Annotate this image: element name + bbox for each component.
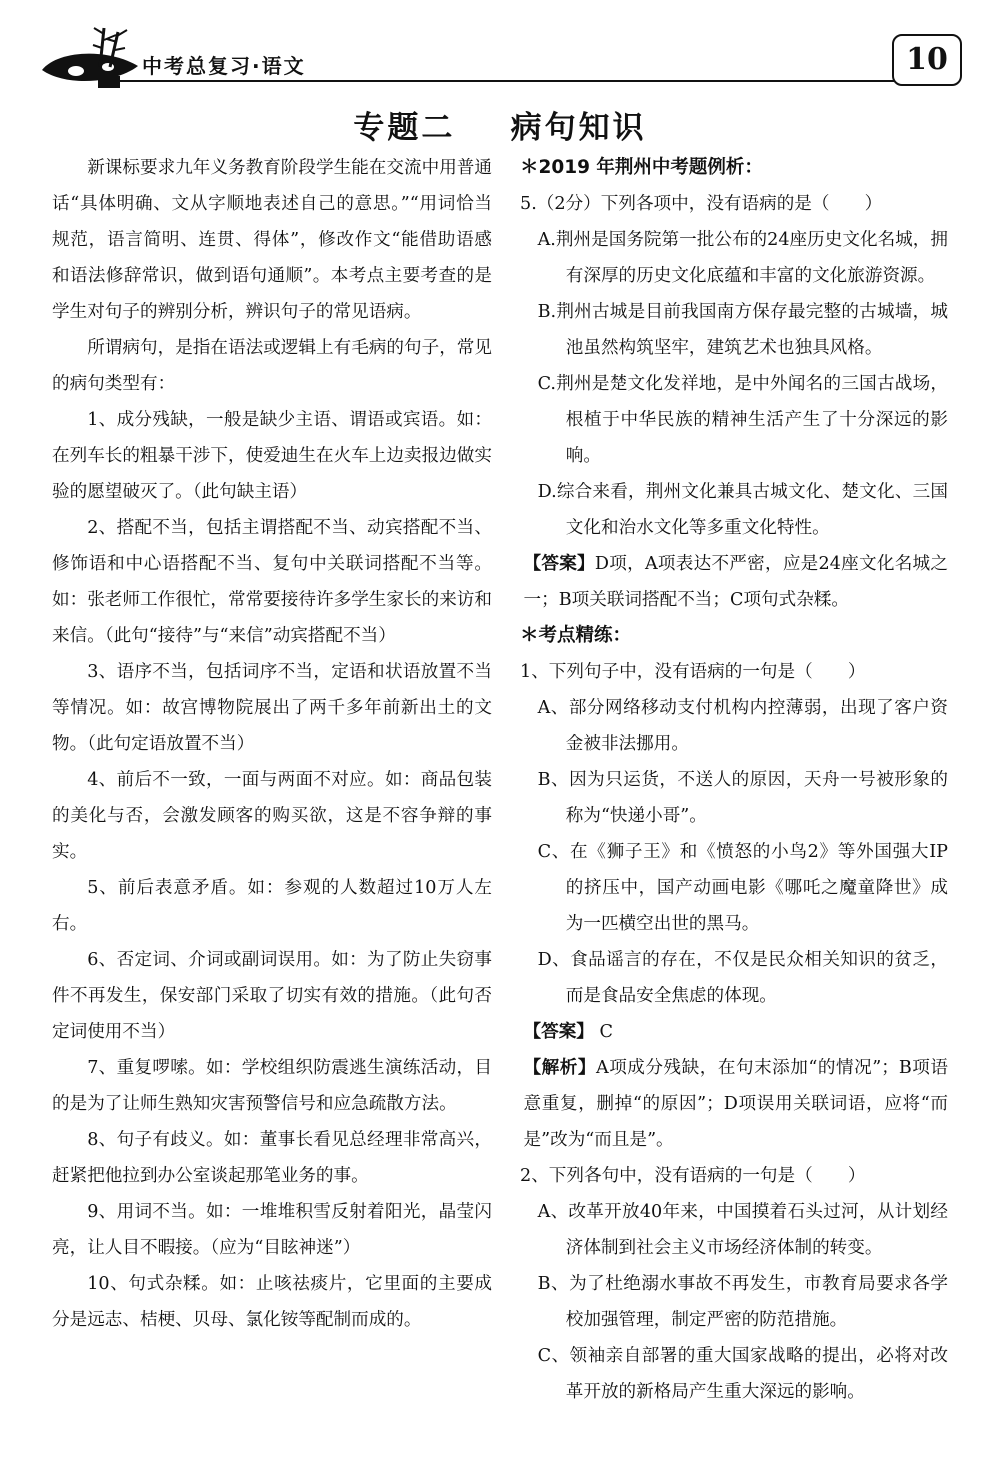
- error-type-item: 6、否定词、介词或副词误用。如：为了防止失窃事件不再发生，保安部门采取了切实有效的措施。（此句否定词使用不当）: [52, 950, 492, 1042]
- question-1-option-d: D、食品谣言的存在，不仅是民众相关知识的贫乏，而是食品安全焦虑的体现。: [537, 950, 948, 1006]
- page-number: 10: [892, 34, 962, 86]
- error-type-item: 4、前后不一致，一面与两面不对应。如：商品包装的美化与否，会激发顾客的购买欲，这是不容争辩的事实。: [52, 770, 492, 862]
- question-5-option-a: A.荆州是国务院第一批公布的24座历史文化名城，拥有深厚的历史文化底蕴和丰富的文化旅游资源。: [537, 230, 948, 286]
- question-1-option-c: C、在《狮子王》和《愤怒的小鸟2》等外国强大IP的挤压中，国产动画电影《哪吒之魔童降世》成为一匹横空出世的黑马。: [537, 842, 948, 934]
- right-column: [520, 150, 948, 1410]
- error-type-item: 9、用词不当。如：一堆堆积雪反射着阳光，晶莹闪亮，让人目不暇接。（应为“目眩神迷”）: [52, 1202, 492, 1258]
- answer-text: D项，A项表达不严密，应是24座文化名城之一；B项关联词搭配不当；C项句式杂糅。: [523, 554, 948, 610]
- definition-paragraph: 所谓病句，是指在语法或逻辑上有毛病的句子，常见的病句类型有：: [52, 338, 492, 394]
- left-column: [52, 150, 492, 1338]
- intro-paragraph: 新课标要求九年义务教育阶段学生能在交流中用普通话“具体明确、文从字顺地表述自己的意思。”“用词恰当规范，语言简明、连贯、得体”，修改作文“能借助语感和语法修辞常识，做到语句通顺”。本考点主要考查的是学生对句子的辨别分析，辨识句子的常见语病。: [52, 158, 492, 322]
- error-type-item: 5、前后表意矛盾。如：参观的人数超过10万人左右。: [52, 878, 492, 934]
- question-5-stem: 5.（2分）下列各项中，没有语病的是（ ）: [520, 194, 883, 214]
- question-5-answer: [520, 546, 948, 618]
- question-5-option-d: D.综合来看，荆州文化兼具古城文化、楚文化、三国文化和治水文化等多重文化特性。: [537, 482, 948, 538]
- error-type-item: 7、重复啰嗦。如：学校组织防震逃生演练活动，目的是为了让师生熟知灾害预警信号和应急疏散方法。: [52, 1058, 492, 1114]
- error-type-item: 2、搭配不当，包括主谓搭配不当、动宾搭配不当、修饰语和中心语搭配不当、复句中关联词搭配不当等。如：张老师工作很忙，常常要接待许多学生家长的来访和来信。（此句“接待”与“来信”动宾搭配不当）: [52, 518, 492, 646]
- header-divider: [100, 80, 895, 82]
- practice-heading: ＊考点精练：: [520, 625, 632, 646]
- exam-example-heading: ＊2019 年荆州中考题例析：: [520, 157, 763, 178]
- question-1-answer: [520, 1014, 948, 1050]
- question-2-option-b: B、为了杜绝溺水事故不再发生，市教育局要求各学校加强管理，制定严密的防范措施。: [537, 1274, 948, 1330]
- error-type-item: 8、句子有歧义。如：董事长看见总经理非常高兴，赶紧把他拉到办公室谈起那笔业务的事。: [52, 1130, 492, 1186]
- question-2-option-c: C、领袖亲自部署的重大国家战略的提出，必将对改革开放的新格局产生重大深远的影响。: [537, 1346, 948, 1402]
- page-header: [0, 0, 1000, 105]
- question-5-option-c: C.荆州是楚文化发祥地，是中外闻名的三国古战场，根植于中华民族的精神生活产生了十分深远的影响。: [537, 374, 948, 466]
- question-2-option-a: A、改革开放40年来，中国摸着石头过河，从计划经济体制到社会主义市场经济体制的转变。: [537, 1202, 948, 1258]
- error-type-item: 10、句式杂糅。如：止咳祛痰片，它里面的主要成分是远志、桔梗、贝母、氯化铵等配制而成的。: [52, 1274, 492, 1330]
- error-type-item: 1、成分残缺，一般是缺少主语、谓语或宾语。如：在列车长的粗暴干涉下，使爱迪生在火车上边卖报边做实验的愿望破灭了。（此句缺主语）: [52, 410, 492, 502]
- answer-label: 【答案】: [523, 553, 595, 574]
- analysis-label: 【解析】: [523, 1057, 596, 1078]
- book-title: 中考总复习·语文: [142, 54, 306, 78]
- answer-label: 【答案】: [523, 1021, 594, 1042]
- error-type-item: 3、语序不当，包括词序不当，定语和状语放置不当等情况。如：故宫博物院展出了两千多年前新出土的文物。（此句定语放置不当）: [52, 662, 492, 754]
- question-1-stem: 1、下列句子中，没有语病的一句是（ ）: [520, 662, 866, 682]
- question-1-option-b: B、因为只运货，不送人的原因，天舟一号被形象的称为“快递小哥”。: [537, 770, 948, 826]
- question-5-option-b: B.荆州古城是目前我国南方保存最完整的古城墙，城池虽然构筑坚牢，建筑艺术也独具风格。: [537, 302, 948, 358]
- question-2-stem: 2、下列各句中，没有语病的一句是（ ）: [520, 1166, 866, 1186]
- analysis-text: A项成分残缺，在句末添加“的情况”；B项语意重复，删掉“的原因”；D项误用关联词语，应将“而是”改为“而且是”。: [523, 1058, 948, 1150]
- question-1-analysis: [520, 1050, 948, 1158]
- page-title: 专题二 病句知识: [353, 110, 647, 146]
- question-1-option-a: A、部分网络移动支付机构内控薄弱，出现了客户资金被非法挪用。: [537, 698, 948, 754]
- answer-text: C: [593, 1022, 613, 1042]
